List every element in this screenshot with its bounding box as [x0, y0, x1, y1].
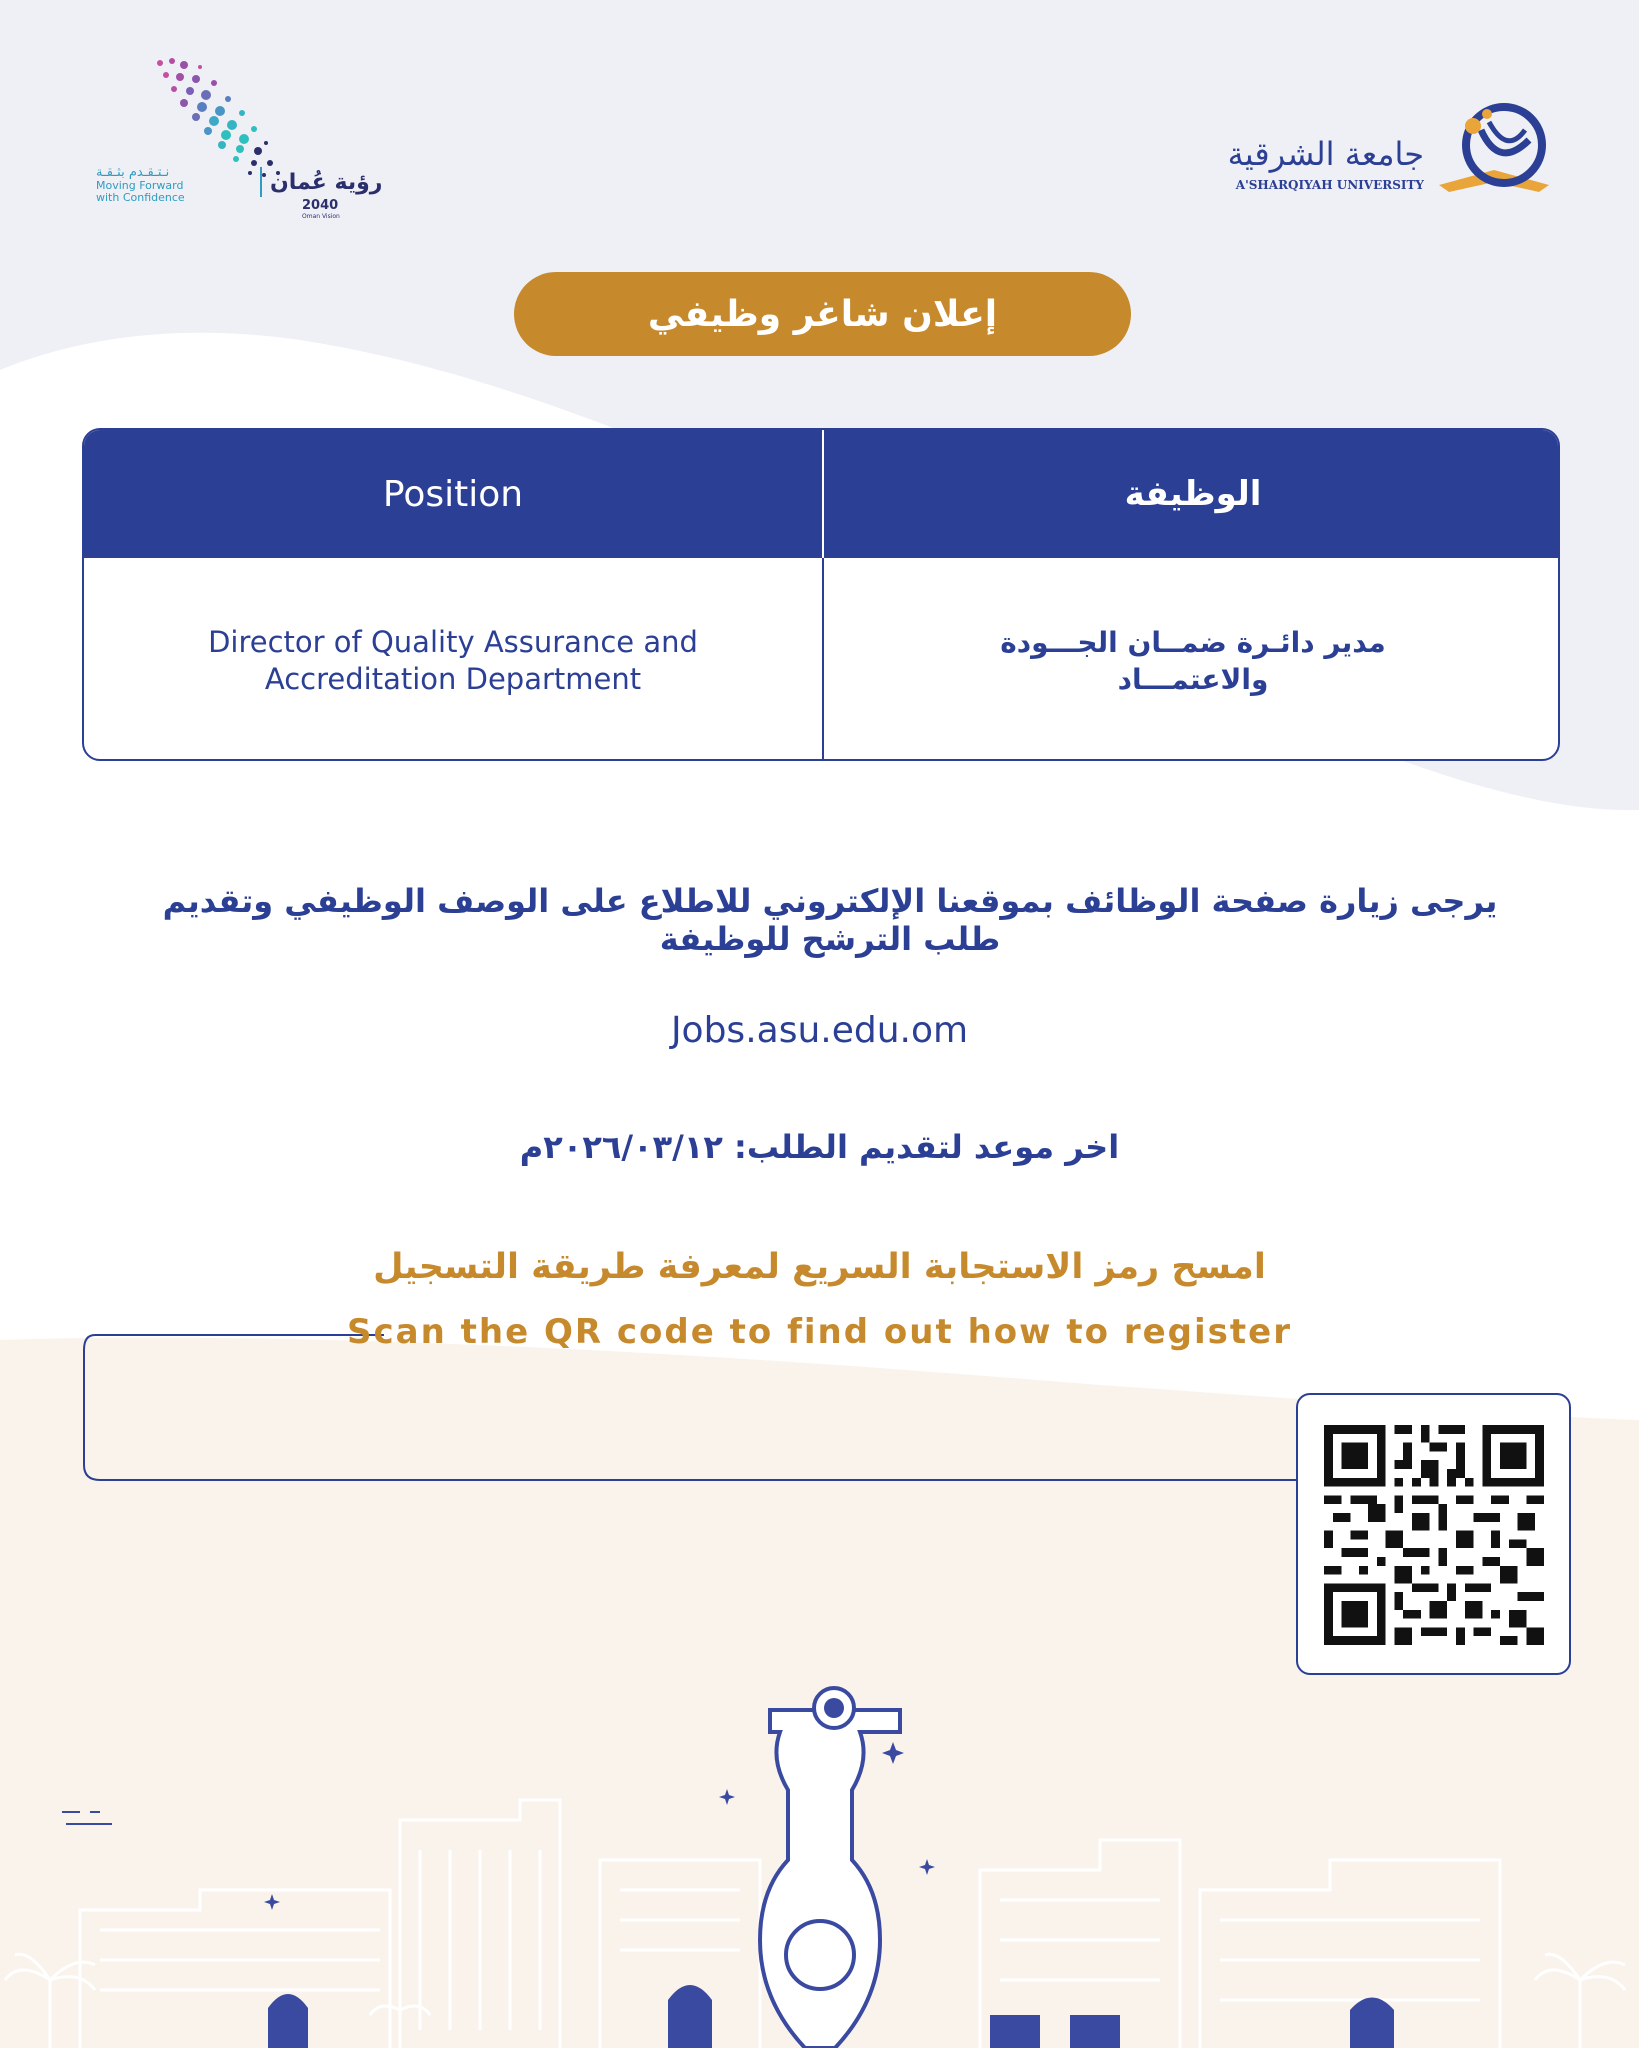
vision-tagline-en-1: Moving Forward [96, 179, 184, 192]
table-cell-position-en: Director of Quality Assurance and Accreditation Department [208, 624, 698, 696]
vision-tagline [88, 165, 268, 204]
scan-qr-text-ar: امسح رمز الاستجابة السريع لمعرفة طريقة التسجيل [373, 1247, 1266, 1287]
position-table [82, 428, 1560, 761]
university-name-en: A'SHARQIYAH UNIVERSITY [1235, 178, 1424, 192]
university-logo [1199, 100, 1559, 210]
announcement-title: إعلان شاغر وظيفي [514, 272, 1131, 356]
oman-vision-2040-logo [80, 55, 400, 225]
jobs-website-link[interactable]: Jobs.asu.edu.om [670, 1010, 969, 1051]
application-instructions: يرجى زيارة صفحة الوظائف بموقعنا الإلكتروني للاطلاع على الوصف الوظيفي وتقديم طلب الترشح للوظيفة [162, 882, 1498, 958]
table-cell-position-ar: مدير دائـرة ضمــان الجـــودة والاعتمـــاد [1000, 625, 1386, 696]
vision-divider [260, 167, 262, 197]
vision-tagline-en-2: with Confidence [96, 191, 185, 204]
university-emblem-icon [1429, 100, 1559, 210]
qr-code-frame[interactable] [1296, 1393, 1571, 1675]
vision-year: 2040 [302, 198, 339, 213]
scan-qr-text-en: Scan the QR code to find out how to register [347, 1312, 1292, 1352]
vision-subtitle: Oman Vision [302, 213, 340, 220]
application-deadline: اخر موعد لتقديم الطلب: ٢٠٢٦/٠٣/١٢م [519, 1128, 1120, 1166]
table-header-position-ar: الوظيفة [1124, 474, 1262, 514]
vision-tagline-ar: نـتـقـدم بثـقـة [96, 165, 170, 180]
university-name-ar: جامعة الشرقية [1227, 135, 1424, 173]
qr-code-icon[interactable] [1324, 1425, 1544, 1645]
vision-title: رؤية عُمان [270, 170, 383, 195]
table-header-position-en: Position [382, 473, 524, 515]
